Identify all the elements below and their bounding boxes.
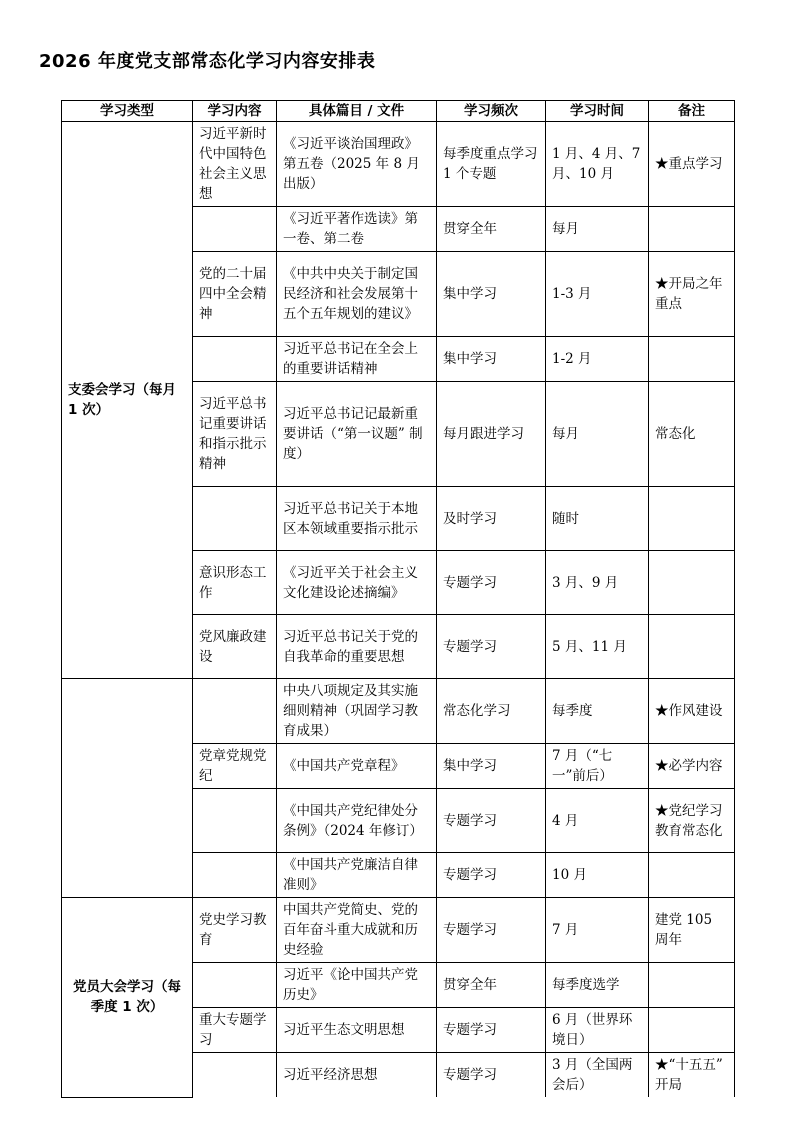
content-cell: 党史学习教育 [193,898,277,963]
study-schedule-table [61,100,735,1098]
study-type-cell: 党员大会学习（每季度 1 次） [62,898,193,1098]
document-cell: 中央八项规定及其实施细则精神（巩固学习教育成果） [277,679,437,744]
document-cell: 《习近平关于社会主义文化建设论述摘编》 [277,551,437,615]
header-frequency: 学习频次 [437,101,546,122]
frequency-cell: 专题学习 [437,898,546,963]
time-cell: 10 月 [546,853,649,898]
page-title: 2026 年度党支部常态化学习内容安排表 [39,51,376,72]
time-cell: 1-3 月 [546,252,649,337]
document-cell: 《中国共产党纪律处分条例》（2024 年修订） [277,789,437,853]
note-cell: ★党纪学习教育常态化 [649,789,735,853]
frequency-cell: 贯穿全年 [437,207,546,252]
content-cell: 习近平总书记重要讲话和指示批示精神 [193,382,277,487]
document-cell: 《中共中央关于制定国民经济和社会发展第十五个五年规划的建议》 [277,252,437,337]
document-cell: 《习近平谈治国理政》第五卷（2025 年 8 月出版） [277,122,437,207]
content-cell [193,487,277,551]
time-cell: 4 月 [546,789,649,853]
document-cell: 《习近平著作选读》第一卷、第二卷 [277,207,437,252]
time-cell: 每季度选学 [546,963,649,1008]
note-cell: ★开局之年重点 [649,252,735,337]
note-cell [649,853,735,898]
note-cell [649,1053,735,1098]
document-cell: 习近平总书记关于党的自我革命的重要思想 [277,615,437,679]
document-cell: 中国共产党简史、党的百年奋斗重大成就和历史经验 [277,898,437,963]
document-cell: 习近平总书记记最新重要讲话（“第一议题” 制度） [277,382,437,487]
content-cell [193,789,277,853]
note-cell [649,963,735,1008]
header-document: 具体篇目 / 文件 [277,101,437,122]
frequency-cell: 专题学习 [437,853,546,898]
time-cell-text: 3 月（全国两会后） [552,1057,633,1093]
document-cell: 习近平总书记关于本地区本领域重要指示批示 [277,487,437,551]
document-cell: 习近平《论中国共产党历史》 [277,963,437,1008]
time-cell: 5 月、11 月 [546,615,649,679]
document-cell: 习近平经济思想 [277,1053,437,1098]
time-cell: 随时 [546,487,649,551]
time-cell [546,1053,649,1098]
document-cell: 习近平生态文明思想 [277,1008,437,1053]
frequency-cell: 贯穿全年 [437,963,546,1008]
note-cell [649,615,735,679]
time-cell: 3 月、9 月 [546,551,649,615]
frequency-cell: 集中学习 [437,744,546,789]
document-cell: 《中国共产党廉洁自律准则》 [277,853,437,898]
table-row [62,679,735,744]
frequency-cell: 专题学习 [437,1008,546,1053]
time-cell: 每季度 [546,679,649,744]
time-cell: 每月 [546,382,649,487]
note-cell-text: ★“十五五” 开局 [655,1057,723,1093]
content-cell: 党的二十届四中全会精神 [193,252,277,337]
note-cell [649,551,735,615]
frequency-cell: 集中学习 [437,337,546,382]
document-cell: 《中国共产党章程》 [277,744,437,789]
time-cell: 7 月（“七一”前后） [546,744,649,789]
note-cell: ★作风建设 [649,679,735,744]
content-cell: 习近平新时代中国特色社会主义思想 [193,122,277,207]
frequency-cell: 专题学习 [437,789,546,853]
note-cell: 建党 105 周年 [649,898,735,963]
note-cell [649,1008,735,1053]
content-cell: 党章党规党纪 [193,744,277,789]
frequency-cell: 及时学习 [437,487,546,551]
content-cell [193,679,277,744]
time-cell: 1-2 月 [546,337,649,382]
document-cell: 习近平总书记在全会上的重要讲话精神 [277,337,437,382]
header-study-content: 学习内容 [193,101,277,122]
note-cell: 常态化 [649,382,735,487]
content-cell: 党风廉政建设 [193,615,277,679]
frequency-cell: 专题学习 [437,551,546,615]
note-cell [649,207,735,252]
frequency-cell: 每月跟进学习 [437,382,546,487]
frequency-cell: 专题学习 [437,1053,546,1098]
content-cell: 意识形态工作 [193,551,277,615]
content-cell [193,207,277,252]
study-type-cell [62,679,193,898]
note-cell [649,487,735,551]
content-cell [193,853,277,898]
table-row [62,122,735,207]
time-cell: 每月 [546,207,649,252]
header-time: 学习时间 [546,101,649,122]
header-note: 备注 [649,101,735,122]
header-study-type: 学习类型 [62,101,193,122]
frequency-cell: 专题学习 [437,615,546,679]
header-row [62,101,735,122]
time-cell: 7 月 [546,898,649,963]
content-cell [193,963,277,1008]
content-cell: 重大专题学习 [193,1008,277,1053]
note-cell [649,337,735,382]
table-row [62,898,735,963]
frequency-cell: 集中学习 [437,252,546,337]
frequency-cell: 常态化学习 [437,679,546,744]
study-type-cell: 支委会学习（每月 1 次） [62,122,193,679]
frequency-cell: 每季度重点学习 1 个专题 [437,122,546,207]
content-cell [193,1053,277,1098]
note-cell: ★重点学习 [649,122,735,207]
time-cell: 1 月、4 月、7 月、10 月 [546,122,649,207]
note-cell: ★必学内容 [649,744,735,789]
time-cell: 6 月（世界环境日） [546,1008,649,1053]
content-cell [193,337,277,382]
